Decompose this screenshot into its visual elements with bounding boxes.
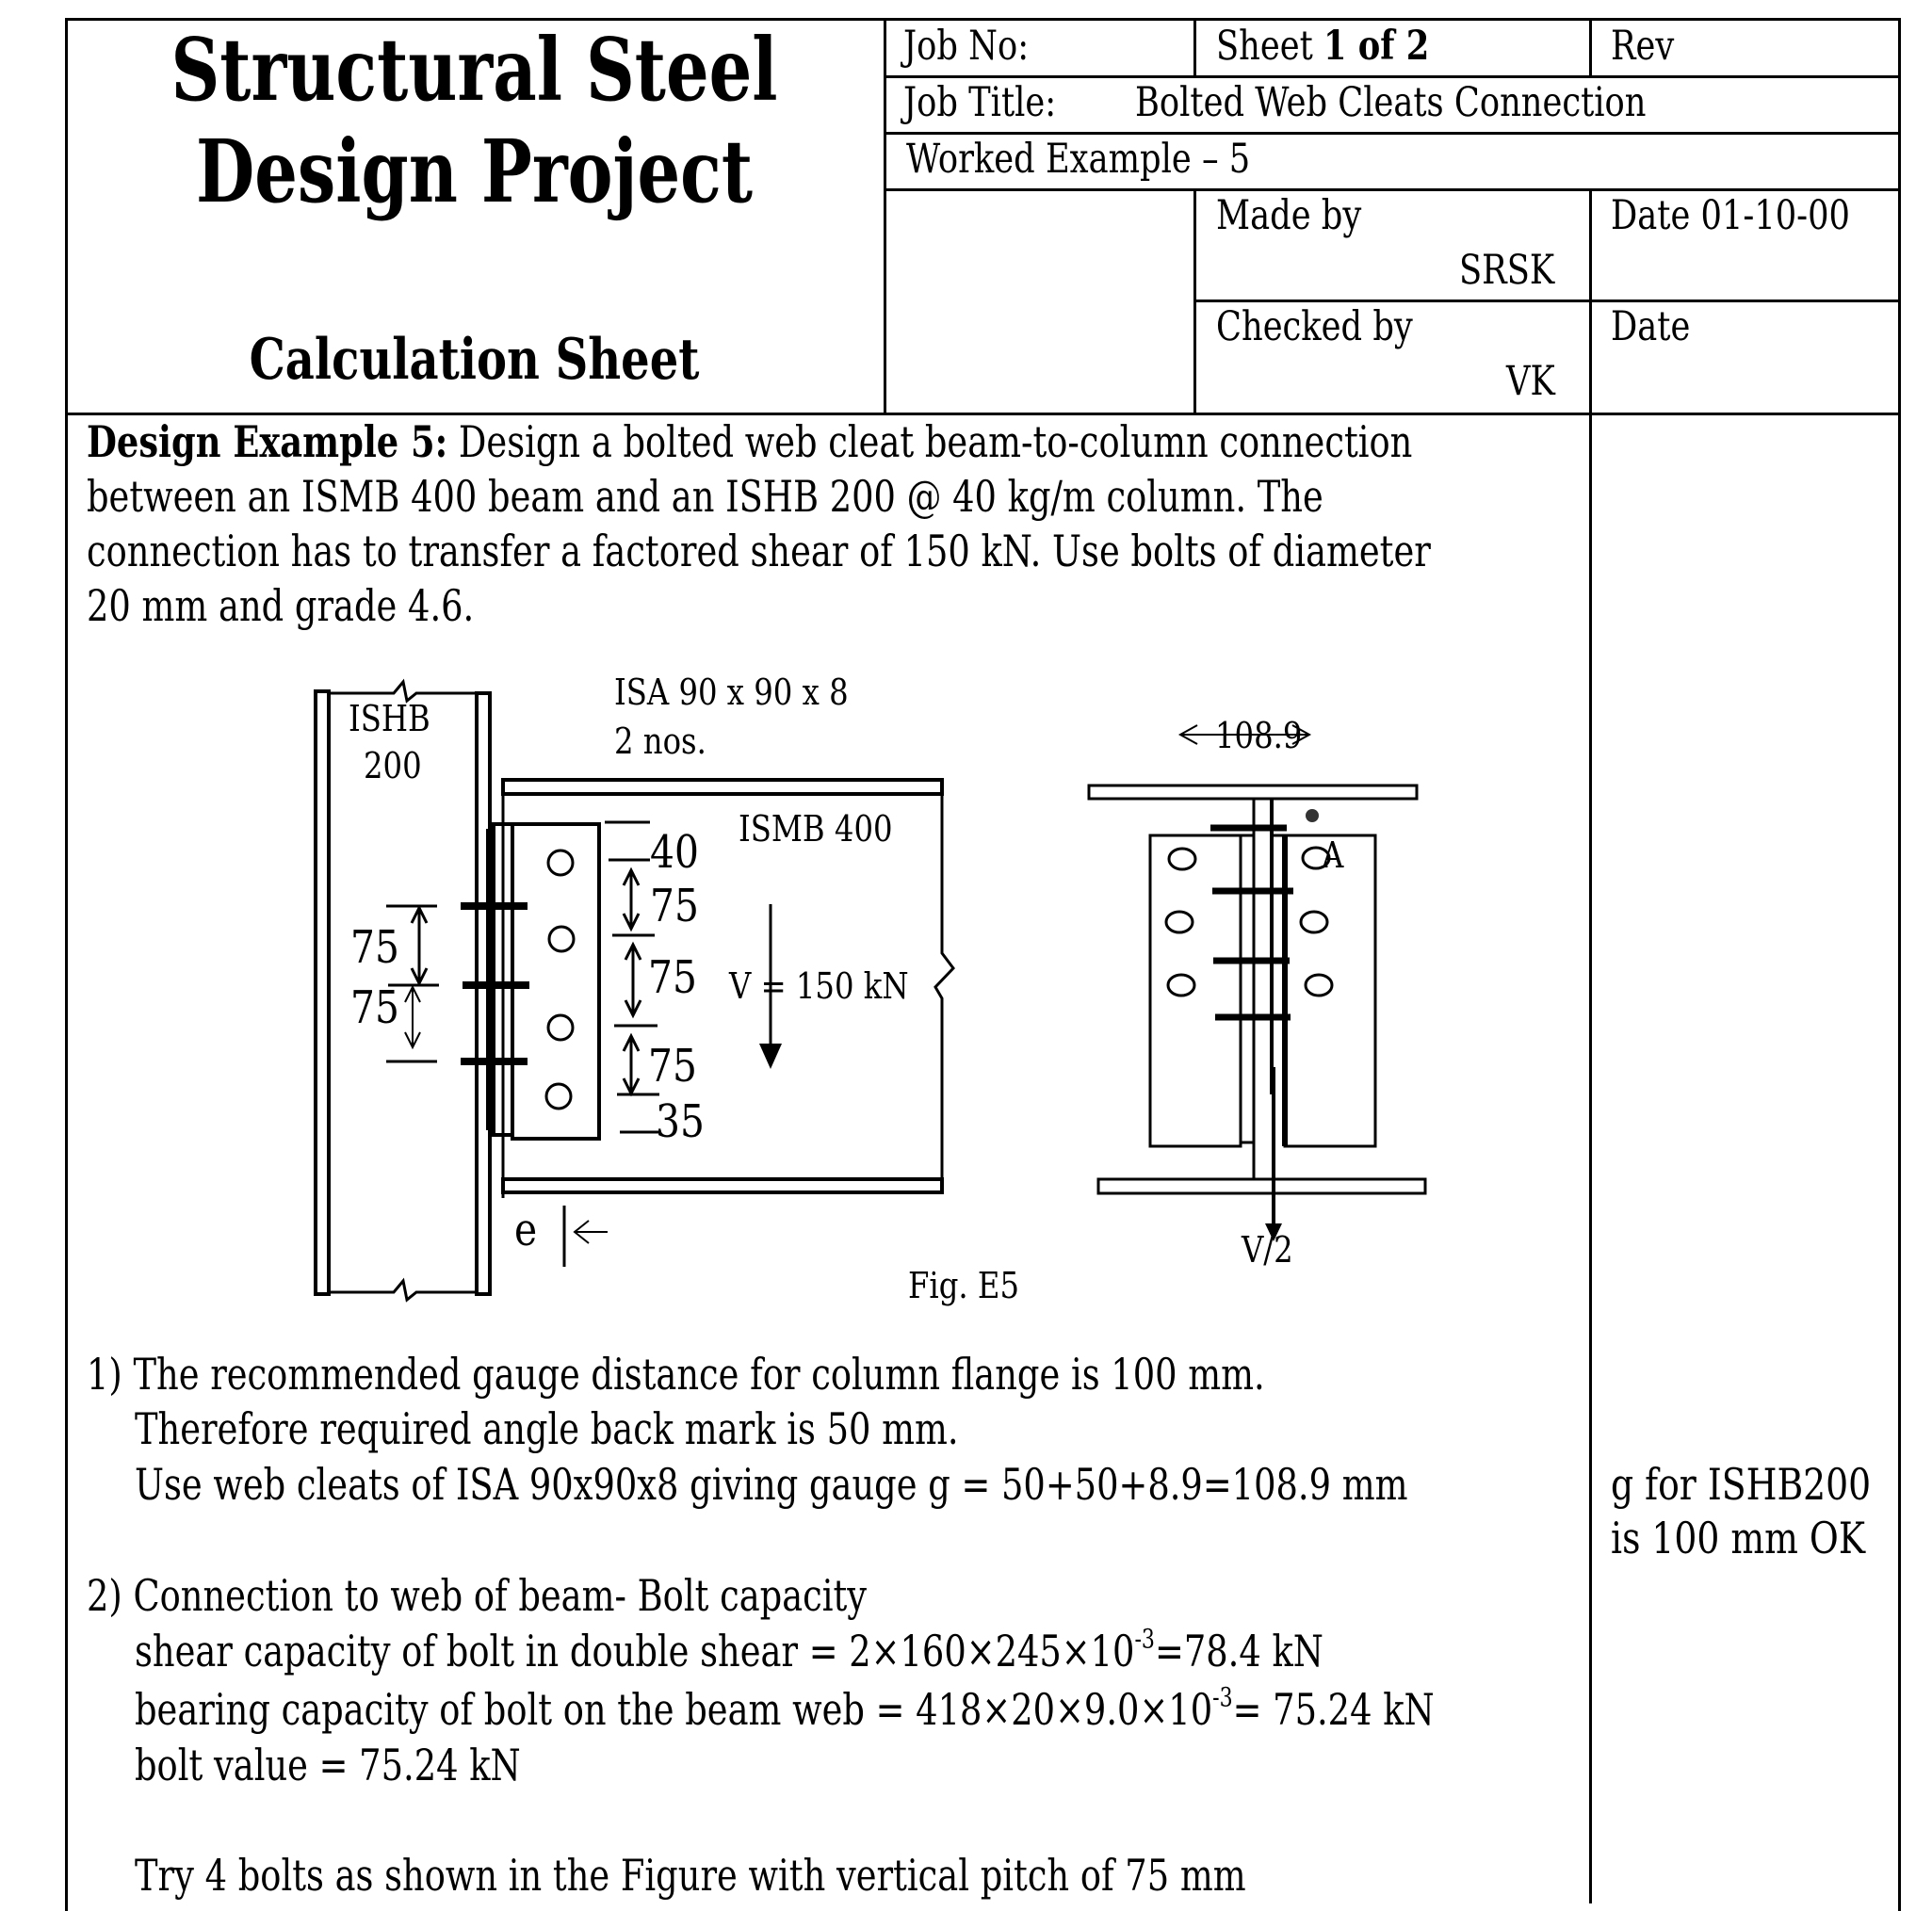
- dim-pitch-3: 75: [648, 1039, 697, 1093]
- job-no-label: Job No:: [903, 23, 1030, 70]
- column-label-1: ISHB: [349, 698, 430, 740]
- column-left-flange: [316, 691, 329, 1294]
- problem-heading: Design Example 5:: [87, 416, 448, 467]
- problem-line-3: connection has to transfer a factored shear of 150 kN. Use bolts of diameter: [87, 526, 1431, 576]
- shear-formula: shear capacity of bolt in double shear = 2×160×245×10: [135, 1626, 1135, 1676]
- checked-by-label: Checked by: [1216, 303, 1413, 350]
- cleat-label-2: 2 nos.: [614, 721, 706, 763]
- step2-bearing-capacity: [135, 1681, 1435, 1735]
- problem-line-4: 20 mm and grade 4.6.: [87, 580, 475, 631]
- made-by-label: Made by: [1216, 192, 1362, 239]
- checked-by-value: VK: [1506, 358, 1555, 405]
- side-note-line-1: g for ISHB200: [1611, 1459, 1872, 1510]
- step1-line-1: 1) The recommended gauge distance for column flange is 100 mm.: [87, 1349, 1265, 1400]
- job-title-label: Job Title:: [903, 79, 1057, 126]
- dim-pitch-2: 75: [648, 950, 697, 1004]
- step1-line-2: Therefore required angle back mark is 50 mm.: [135, 1403, 959, 1454]
- shear-exponent: -3: [1134, 1623, 1155, 1655]
- step2-heading: 2) Connection to web of beam- Bolt capacity: [87, 1570, 868, 1621]
- step2-bolt-value: bolt value = 75.24 kN: [135, 1740, 521, 1790]
- project-title-line-2: Design Project: [196, 121, 753, 222]
- figure-caption: Fig. E5: [908, 1265, 1020, 1307]
- rev-label: Rev: [1611, 23, 1675, 70]
- col-pitch-1: 75: [350, 920, 399, 974]
- bearing-formula: bearing capacity of bolt on the beam web = 418×20×9.0×10: [135, 1684, 1213, 1735]
- shear-result: =78.4 kN: [1154, 1626, 1323, 1676]
- side-note-line-2: is 100 mm OK: [1611, 1513, 1866, 1563]
- dim-top-edge: 40: [650, 825, 699, 879]
- project-title-line-1: Structural Steel: [170, 19, 778, 121]
- step2-try-bolts: Try 4 bolts as shown in the Figure with vertical pitch of 75 mm: [135, 1850, 1246, 1901]
- sheet-label: Sheet: [1216, 23, 1323, 70]
- sheet-subtitle: Calculation Sheet: [249, 327, 700, 393]
- column-label-2: 200: [364, 745, 422, 787]
- date-made: Date 01-10-00: [1611, 192, 1850, 239]
- cleat-label-1: ISA 90 x 90 x 8: [614, 672, 849, 714]
- sheet-value: 1 of 2: [1323, 23, 1430, 70]
- gauge-label: 108.9: [1215, 715, 1303, 757]
- eccentricity-label: e: [514, 1203, 538, 1256]
- made-by-value: SRSK: [1459, 247, 1555, 294]
- worked-example-label: Worked Example – 5: [906, 136, 1251, 183]
- beam-label: ISMB 400: [739, 808, 893, 850]
- shear-label: V = 150 kN: [729, 965, 909, 1008]
- point-a-marker: [1306, 809, 1319, 822]
- bearing-exponent: -3: [1212, 1681, 1233, 1713]
- dim-pitch-1: 75: [650, 879, 699, 932]
- point-a-label: A: [1322, 834, 1344, 877]
- bearing-result: = 75.24 kN: [1232, 1684, 1435, 1735]
- problem-line-2: between an ISMB 400 beam and an ISHB 200 @ 40 kg/m column. The: [87, 471, 1323, 522]
- date-checked-label: Date: [1611, 303, 1691, 350]
- half-shear-label: V/2: [1242, 1229, 1293, 1271]
- dim-bottom-edge: 35: [656, 1094, 705, 1148]
- col-pitch-2: 75: [350, 980, 399, 1034]
- job-title-value: Bolted Web Cleats Connection: [1135, 79, 1647, 126]
- step2-shear-capacity: [135, 1623, 1323, 1676]
- step1-line-3: Use web cleats of ISA 90x90x8 giving gauge g = 50+50+8.9=108.9 mm: [135, 1459, 1408, 1510]
- problem-text-1: Design a bolted web cleat beam-to-column connection: [447, 416, 1413, 467]
